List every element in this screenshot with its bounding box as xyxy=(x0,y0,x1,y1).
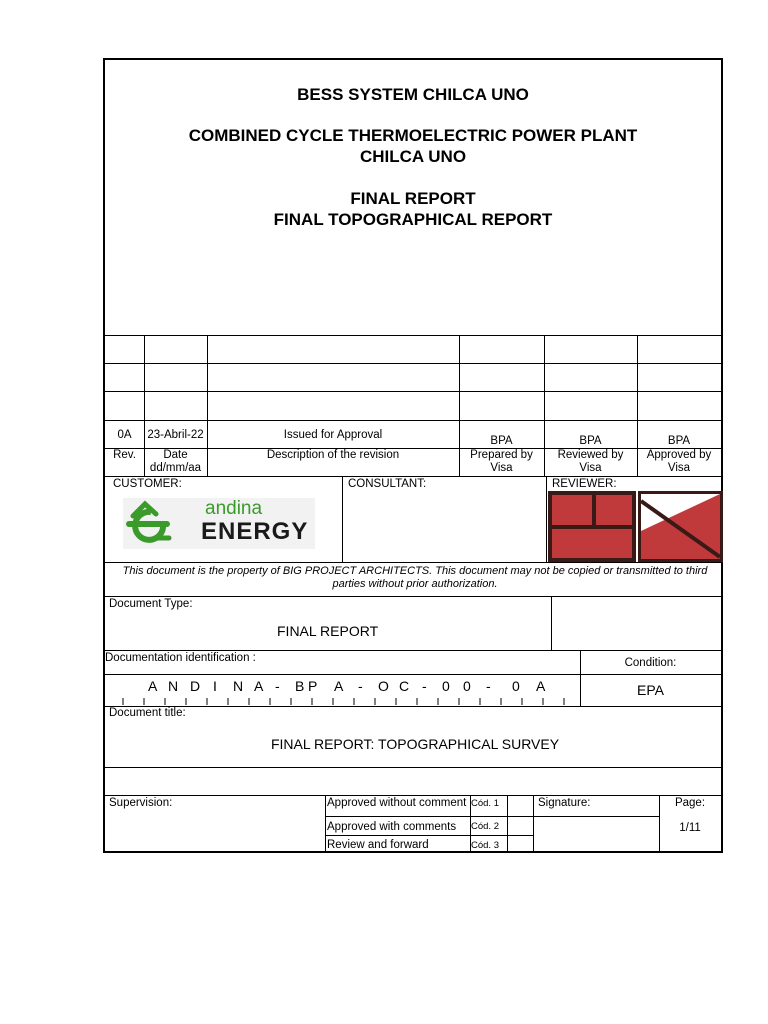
review-and-forward-option[interactable]: Review and forward xyxy=(327,839,429,851)
col-description-header: Description of the revision xyxy=(266,449,400,461)
grid-line xyxy=(105,674,721,675)
description-value: Issued for Approval xyxy=(283,429,383,441)
reviewer-logo xyxy=(548,491,723,562)
doc-id-char: A xyxy=(254,678,264,694)
col-prepared-header xyxy=(459,449,544,475)
col-reviewed-label: Reviewed by xyxy=(557,449,624,461)
doc-id-char: - xyxy=(358,678,363,694)
page-number: 1/11 xyxy=(679,822,701,834)
grid-line xyxy=(551,596,552,650)
col-approved-header xyxy=(637,449,721,475)
grid-line xyxy=(105,706,721,707)
report-subtitle: FINAL TOPOGRAPHICAL REPORT xyxy=(273,210,553,229)
grid-line xyxy=(105,596,721,597)
col-date-format: dd/mm/aa xyxy=(149,462,202,474)
report-title: FINAL REPORT xyxy=(350,189,476,208)
approved-without-comment-option[interactable]: Approved without comment xyxy=(327,797,467,809)
document-type-label: Document Type: xyxy=(109,598,193,610)
rev-value: 0A xyxy=(117,429,132,441)
logo-text-top: andina xyxy=(205,498,263,519)
grid-line xyxy=(105,767,721,768)
condition-label: Condition: xyxy=(624,657,677,669)
doc-id-code xyxy=(135,678,575,694)
doc-id-char: 0 xyxy=(442,678,450,694)
document-title-value: FINAL REPORT: TOPOGRAPHICAL SURVEY xyxy=(270,736,560,752)
property-notice: This document is the property of BIG PROJECT ARCHITECTS. This document may not be copied or transmitted to third parties without prior authorization. xyxy=(122,565,708,590)
doc-id-char: C xyxy=(399,678,410,694)
approved-with-comments-option[interactable]: Approved with comments xyxy=(327,821,457,833)
doc-id-char: 0 xyxy=(512,678,520,694)
col-approved-label: Approved by xyxy=(646,449,712,461)
reviewer-label: REVIEWER: xyxy=(552,478,617,490)
doc-id-char: A xyxy=(148,678,158,694)
grid-line xyxy=(105,420,721,421)
doc-id-tick-marks xyxy=(121,696,577,706)
grid-line xyxy=(105,650,721,651)
grid-line xyxy=(325,816,659,817)
grid-line xyxy=(105,391,721,392)
doc-id-char: N xyxy=(168,678,179,694)
signature-label: Signature: xyxy=(538,797,591,809)
grid-line xyxy=(105,363,721,364)
doc-id-char: - xyxy=(422,678,427,694)
col-reviewed-visa: Visa xyxy=(579,462,602,474)
code-1: Cód. 1 xyxy=(471,798,499,809)
grid-line xyxy=(533,795,534,853)
grid-line xyxy=(325,795,326,853)
grid-line xyxy=(105,795,721,796)
grid-line xyxy=(325,835,533,836)
doc-id-char: B xyxy=(295,678,305,694)
customer-label: CUSTOMER: xyxy=(113,478,182,490)
grid-line xyxy=(105,562,721,563)
prepared-value: BPA xyxy=(490,435,513,447)
col-approved-visa: Visa xyxy=(667,462,691,474)
doc-id-char: I xyxy=(213,678,217,694)
col-prepared-label: Prepared by xyxy=(470,449,533,461)
doc-id-char: P xyxy=(308,678,318,694)
doc-id-char: O xyxy=(378,678,389,694)
bpa-logo-icon xyxy=(548,491,723,562)
customer-logo xyxy=(123,498,315,549)
date-value: 23-Abril-22 xyxy=(147,429,204,441)
approved-value: BPA xyxy=(667,435,691,447)
doc-id-char: A xyxy=(334,678,344,694)
col-date-label: Date xyxy=(163,449,188,461)
plant-subtitle: CHILCA UNO xyxy=(359,147,467,166)
andina-e-mark-icon xyxy=(123,498,181,549)
grid-line xyxy=(507,795,508,853)
supervision-label: Supervision: xyxy=(109,797,173,809)
code-2: Cód. 2 xyxy=(471,821,499,832)
doc-id-char: 0 xyxy=(463,678,471,694)
document-title-label: Document title: xyxy=(109,707,186,719)
consultant-label: CONSULTANT: xyxy=(348,478,427,490)
plant-title: COMBINED CYCLE THERMOELECTRIC POWER PLANT xyxy=(188,126,638,145)
grid-line xyxy=(342,476,343,562)
document-type-value: FINAL REPORT xyxy=(277,623,379,639)
doc-id-char: - xyxy=(486,678,491,694)
condition-value: EPA xyxy=(637,682,664,698)
col-reviewed-header xyxy=(544,449,637,475)
project-title: BESS SYSTEM CHILCA UNO xyxy=(297,85,529,104)
grid-line xyxy=(546,476,547,562)
grid-line xyxy=(105,476,721,477)
grid-line xyxy=(105,335,721,336)
document-sheet xyxy=(103,58,723,853)
doc-id-char: A xyxy=(536,678,546,694)
col-prepared-visa: Visa xyxy=(490,462,513,474)
doc-id-label: Documentation identification : xyxy=(105,652,256,664)
col-rev-header: Rev. xyxy=(113,449,136,461)
col-date-header xyxy=(144,449,207,475)
logo-text-bottom: ENERGY xyxy=(201,518,309,545)
doc-id-char: D xyxy=(190,678,201,694)
page-label: Page: xyxy=(674,797,706,809)
doc-id-char: N xyxy=(233,678,244,694)
doc-id-char: - xyxy=(275,678,280,694)
code-3: Cód. 3 xyxy=(471,840,499,851)
reviewed-value: BPA xyxy=(579,435,602,447)
